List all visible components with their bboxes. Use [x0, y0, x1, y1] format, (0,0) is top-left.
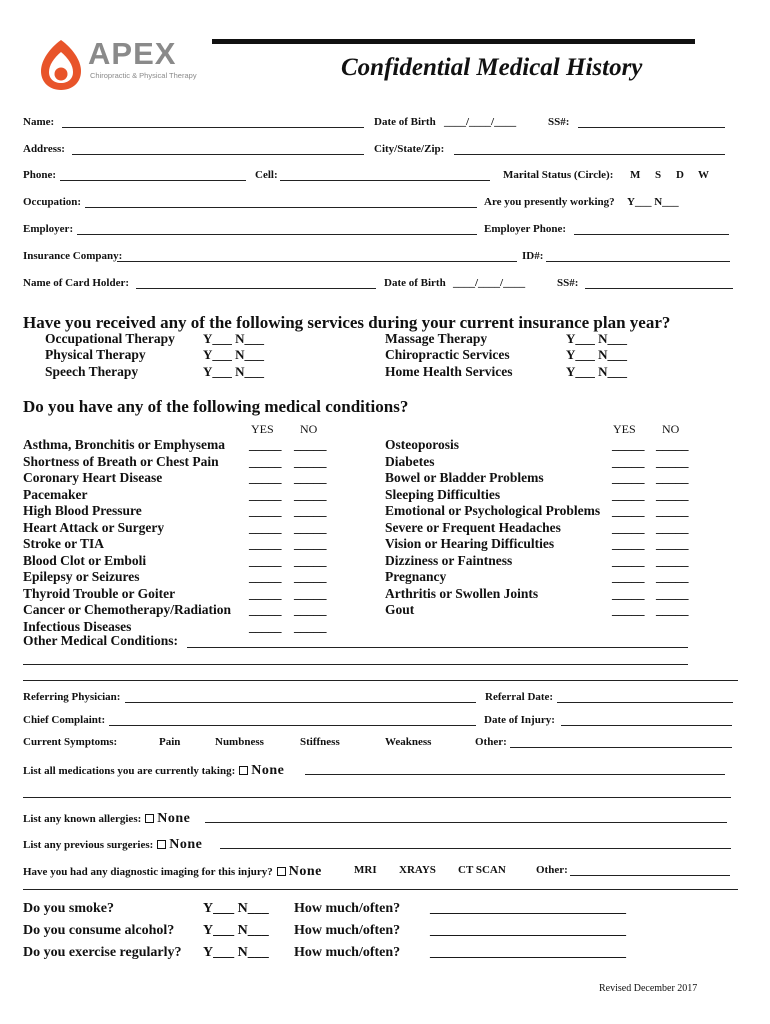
service-yn[interactable]: Y___ N___: [203, 364, 265, 379]
service-label: Home Health Services: [385, 364, 513, 379]
marital-m[interactable]: M: [630, 169, 641, 181]
condition-no-blank[interactable]: _____: [656, 486, 689, 502]
condition-yes-blank[interactable]: _____: [249, 585, 282, 601]
habit-how-field[interactable]: ____________________________: [430, 945, 626, 960]
complaint-label: Chief Complaint:: [23, 714, 106, 726]
phone-field[interactable]: [60, 180, 246, 181]
marital-w[interactable]: W: [698, 169, 709, 181]
injury-date-field[interactable]: [561, 725, 732, 726]
other-conditions-field-2[interactable]: [23, 664, 688, 665]
medications-label: List all medications you are currently taking: None: [23, 763, 285, 778]
service-label: Occupational Therapy: [45, 331, 175, 346]
employer-phone-field[interactable]: [574, 234, 729, 235]
cell-field[interactable]: [280, 180, 490, 181]
condition-yes-blank[interactable]: _____: [249, 453, 282, 469]
yes-header-left: YES: [251, 422, 274, 436]
section-divider: [23, 680, 738, 681]
condition-no-blank[interactable]: _____: [294, 618, 327, 634]
allergies-none-label: None: [157, 811, 191, 826]
condition-yes-blank[interactable]: _____: [612, 536, 645, 551]
imaging-other-field[interactable]: [570, 875, 730, 876]
condition-label: Gout: [385, 602, 415, 617]
allergies-field[interactable]: [205, 822, 727, 823]
condition-label: Infectious Diseases: [23, 618, 132, 634]
ssn-field[interactable]: [578, 127, 725, 128]
no-header-right: NO: [662, 422, 680, 436]
other-conditions-label: Other Medical Conditions:: [23, 633, 178, 648]
imaging-none-checkbox[interactable]: [277, 867, 286, 876]
symptom-pain[interactable]: Pain: [159, 736, 181, 748]
condition-no-blank[interactable]: _____: [294, 552, 327, 568]
condition-label: Sleeping Difficulties: [385, 486, 501, 502]
section-divider-2: [23, 889, 738, 890]
habit-how-label: How much/often?: [294, 923, 401, 938]
id-label: ID#:: [522, 250, 544, 262]
imaging-ctscan[interactable]: CT SCAN: [458, 864, 506, 876]
symptoms-label: Current Symptoms:: [23, 736, 118, 748]
header-rule: [212, 39, 695, 44]
marital-d[interactable]: D: [676, 169, 684, 181]
service-yn[interactable]: Y___ N___: [566, 347, 628, 362]
condition-label: Vision or Hearing Difficulties: [385, 536, 555, 551]
habit-how-label: How much/often?: [294, 945, 401, 960]
conditions-heading: Do you have any of the following medical conditions?: [23, 397, 409, 416]
yes-header-right: YES: [613, 422, 636, 436]
symptom-stiffness[interactable]: Stiffness: [300, 736, 340, 748]
no-header-left: NO: [300, 422, 318, 436]
service-yn[interactable]: Y___ N___: [566, 364, 628, 379]
condition-no-blank[interactable]: _____: [294, 453, 327, 469]
condition-no-blank[interactable]: _____: [656, 552, 689, 568]
imaging-none-label: None: [288, 864, 322, 879]
condition-label: Stroke or TIA: [23, 536, 105, 551]
referral-date-field[interactable]: [557, 702, 733, 703]
condition-no-blank[interactable]: _____: [656, 569, 689, 584]
service-yn[interactable]: Y___ N___: [203, 347, 265, 362]
condition-yes-blank[interactable]: _____: [249, 437, 282, 452]
employer-phone-label: Employer Phone:: [484, 223, 566, 235]
condition-label: Shortness of Breath or Chest Pain: [23, 453, 219, 469]
cell-label: Cell:: [255, 169, 278, 181]
card-dob-field[interactable]: ____/____/____: [453, 277, 526, 289]
habit-how-label: How much/often?: [294, 901, 401, 916]
condition-yes-blank[interactable]: _____: [249, 618, 282, 634]
employer-label: Employer:: [23, 223, 74, 235]
condition-label: Arthritis or Swollen Joints: [385, 585, 539, 601]
address-label: Address:: [23, 143, 65, 155]
condition-label: Pacemaker: [23, 486, 88, 502]
brand-tagline: Chiropractic & Physical Therapy: [90, 71, 197, 80]
working-yn[interactable]: Y___ N___: [627, 196, 679, 208]
condition-yes-blank[interactable]: _____: [249, 519, 282, 535]
habit-yn[interactable]: Y___ N___: [203, 901, 269, 916]
other-conditions-field[interactable]: [187, 647, 688, 648]
referring-field[interactable]: [125, 702, 476, 703]
condition-yes-blank[interactable]: _____: [249, 470, 282, 485]
name-label: Name:: [23, 116, 55, 128]
condition-no-blank[interactable]: _____: [294, 470, 327, 485]
habit-yn[interactable]: Y___ N___: [203, 923, 269, 938]
condition-label: High Blood Pressure: [23, 503, 142, 518]
condition-no-blank[interactable]: _____: [294, 519, 327, 535]
surgeries-none-checkbox[interactable]: [157, 840, 166, 849]
allergies-label: List any known allergies: None: [23, 811, 191, 826]
condition-yes-blank[interactable]: _____: [612, 585, 645, 601]
referral-date-label: Referral Date:: [485, 691, 554, 703]
service-label: Physical Therapy: [45, 347, 146, 362]
referring-label: Referring Physician:: [23, 691, 121, 703]
dob-field[interactable]: ____/____/____: [444, 116, 517, 128]
condition-label: Bowel or Bladder Problems: [385, 470, 544, 485]
habit-question: Do you exercise regularly?: [23, 945, 182, 960]
condition-yes-blank[interactable]: _____: [612, 470, 645, 485]
condition-no-blank[interactable]: _____: [656, 437, 689, 452]
condition-no-blank[interactable]: _____: [656, 536, 689, 551]
card-ssn-label: SS#:: [557, 277, 579, 289]
imaging-other-label: Other:: [536, 864, 568, 876]
id-field[interactable]: [546, 261, 730, 262]
city-field[interactable]: [454, 154, 725, 155]
condition-no-blank[interactable]: _____: [656, 503, 689, 518]
employer-field[interactable]: [77, 234, 477, 235]
symptom-weakness[interactable]: Weakness: [385, 736, 432, 748]
phone-label: Phone:: [23, 169, 56, 181]
service-label: Massage Therapy: [385, 331, 488, 346]
dob-label: Date of Birth: [374, 116, 436, 128]
condition-yes-blank[interactable]: _____: [249, 503, 282, 518]
condition-yes-blank[interactable]: _____: [612, 569, 645, 584]
condition-label: Thyroid Trouble or Goiter: [23, 585, 176, 601]
habit-question: Do you consume alcohol?: [23, 923, 175, 938]
condition-label: Heart Attack or Surgery: [23, 519, 165, 535]
imaging-label: Have you had any diagnostic imaging for this injury? None: [23, 864, 322, 879]
card-ssn-field[interactable]: [585, 288, 733, 289]
insurance-label: Insurance Company:: [23, 250, 123, 262]
symptom-numbness[interactable]: Numbness: [215, 736, 264, 748]
surgeries-label: List any previous surgeries: None: [23, 837, 203, 852]
medications-none-label: None: [251, 763, 285, 778]
condition-no-blank[interactable]: _____: [294, 437, 327, 452]
habit-how-field[interactable]: ____________________________: [430, 901, 626, 916]
condition-label: Asthma, Bronchitis or Emphysema: [23, 437, 226, 452]
habit-how-field[interactable]: ____________________________: [430, 923, 626, 938]
condition-no-blank[interactable]: _____: [294, 602, 327, 617]
insurance-field[interactable]: [117, 261, 517, 262]
marital-label: Marital Status (Circle):: [503, 169, 614, 181]
condition-label: Diabetes: [385, 453, 435, 469]
condition-yes-blank[interactable]: _____: [612, 486, 645, 502]
card-dob-label: Date of Birth: [384, 277, 446, 289]
habit-question: Do you smoke?: [23, 901, 115, 916]
occupation-field[interactable]: [85, 207, 477, 208]
ssn-label: SS#:: [548, 116, 570, 128]
condition-label: Cancer or Chemotherapy/Radiation: [23, 602, 231, 617]
condition-label: Dizziness or Faintness: [385, 552, 513, 568]
address-field[interactable]: [72, 154, 364, 155]
condition-label: Osteoporosis: [385, 437, 460, 452]
service-yn[interactable]: Y___ N___: [566, 331, 628, 346]
medications-field[interactable]: [305, 774, 725, 775]
complaint-field[interactable]: [109, 725, 476, 726]
condition-no-blank[interactable]: _____: [656, 453, 689, 469]
symptom-other-label: Other:: [475, 736, 507, 748]
condition-no-blank[interactable]: _____: [294, 503, 327, 518]
service-label: Speech Therapy: [45, 364, 139, 379]
page-title: Confidential Medical History: [341, 54, 643, 81]
services-heading: Have you received any of the following services during your current insurance plan year?: [23, 313, 671, 332]
condition-yes-blank[interactable]: _____: [249, 552, 282, 568]
name-field[interactable]: [62, 127, 364, 128]
condition-no-blank[interactable]: _____: [294, 536, 327, 551]
city-label: City/State/Zip:: [374, 143, 445, 155]
condition-label: Emotional or Psychological Problems: [385, 503, 601, 518]
imaging-xrays[interactable]: XRAYS: [399, 864, 436, 876]
condition-yes-blank[interactable]: _____: [612, 503, 645, 518]
working-label: Are you presently working?: [484, 196, 615, 208]
condition-yes-blank[interactable]: _____: [249, 536, 282, 551]
condition-yes-blank[interactable]: _____: [612, 437, 645, 452]
condition-no-blank[interactable]: _____: [294, 569, 327, 584]
medications-field-2[interactable]: [23, 797, 731, 798]
condition-yes-blank[interactable]: _____: [249, 569, 282, 584]
medications-none-checkbox[interactable]: [239, 766, 248, 775]
allergies-none-checkbox[interactable]: [145, 814, 154, 823]
condition-yes-blank[interactable]: _____: [612, 519, 645, 535]
condition-no-blank[interactable]: _____: [656, 585, 689, 601]
condition-no-blank[interactable]: _____: [294, 585, 327, 601]
condition-label: Coronary Heart Disease: [23, 470, 163, 485]
condition-yes-blank[interactable]: _____: [612, 453, 645, 469]
condition-no-blank[interactable]: _____: [656, 470, 689, 485]
card-holder-label: Name of Card Holder:: [23, 277, 130, 289]
condition-label: Pregnancy: [385, 569, 447, 584]
surgeries-field[interactable]: [220, 848, 731, 849]
surgeries-none-label: None: [169, 837, 203, 852]
condition-label: Severe or Frequent Headaches: [385, 519, 561, 535]
condition-no-blank[interactable]: _____: [656, 602, 689, 617]
habit-yn[interactable]: Y___ N___: [203, 945, 269, 960]
condition-yes-blank[interactable]: _____: [612, 552, 645, 568]
service-label: Chiropractic Services: [385, 347, 510, 362]
condition-label: Blood Clot or Emboli: [23, 552, 147, 568]
card-holder-field[interactable]: [136, 288, 376, 289]
symptom-other-field[interactable]: [510, 747, 732, 748]
brand-name: APEX: [88, 36, 177, 71]
service-yn[interactable]: Y___ N___: [203, 331, 265, 346]
condition-label: Epilepsy or Seizures: [23, 569, 140, 584]
revised-note: Revised December 2017: [599, 983, 698, 994]
condition-no-blank[interactable]: _____: [294, 486, 327, 502]
condition-yes-blank[interactable]: _____: [249, 486, 282, 502]
condition-yes-blank[interactable]: _____: [249, 602, 282, 617]
condition-no-blank[interactable]: _____: [656, 519, 689, 535]
imaging-mri[interactable]: MRI: [354, 864, 377, 876]
condition-yes-blank[interactable]: _____: [612, 602, 645, 617]
apex-logo-mark: [38, 38, 84, 92]
injury-date-label: Date of Injury:: [484, 714, 555, 726]
occupation-label: Occupation:: [23, 196, 82, 208]
marital-s[interactable]: S: [655, 169, 662, 181]
